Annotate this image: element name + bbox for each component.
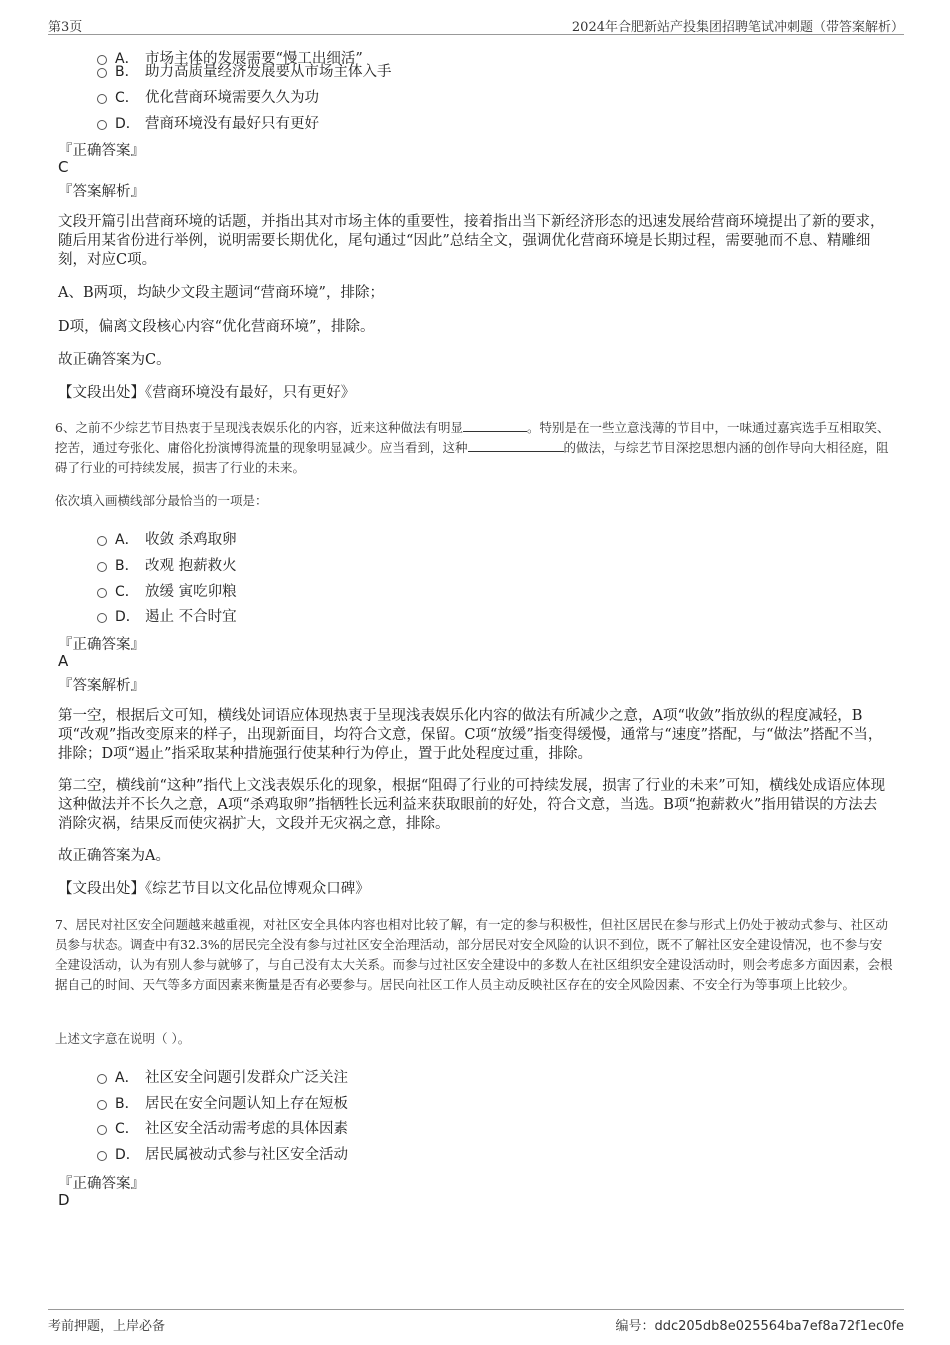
q5-analysis-paragraph: D项，偏离文段核心内容“优化营商环境”，排除。 xyxy=(58,319,375,335)
radio-icon[interactable] xyxy=(97,562,107,572)
q6-option-b[interactable]: B． 改观 抱薪救火 xyxy=(97,554,237,574)
q6-option-a[interactable]: A． 收敛 杀鸡取卵 xyxy=(97,528,237,548)
q7-answer: D xyxy=(58,1191,70,1209)
q5-option-a[interactable]: A． 市场主体的发展需要“慢工出细活” xyxy=(97,47,363,67)
q6-analysis-paragraph: 第二空，横线前“这种”指代上文浅表娱乐化的现象，根据“阻碍了行业的可持续发展，损害了行业的未来”可知，横线处成语应体现这种做法并不长久之意，A项“杀鸡取卵”指牺牲长远利益来获取眼前的好处，符合文意，当选。B项“抱薪救火”指用错误的方法去消除灾祸，结果反而使灾祸扩大，文段并无灾祸之意，排除。 xyxy=(58,778,886,832)
q6-source: 【文段出处】《综艺节目以文化品位博观众口碑》 xyxy=(58,881,370,897)
q5-answer-label: 『正确答案』 xyxy=(58,143,145,159)
q5-answer: C xyxy=(58,158,69,176)
radio-icon[interactable] xyxy=(97,1074,107,1084)
q6-prompt: 依次填入画横线部分最恰当的一项是： xyxy=(55,493,268,508)
q5-option-d[interactable]: D． 营商环境没有最好只有更好 xyxy=(97,112,319,132)
radio-icon[interactable] xyxy=(97,94,107,104)
radio-icon[interactable] xyxy=(97,1100,107,1110)
q5-analysis-paragraph: A、B两项，均缺少文段主题词“营商环境”，排除； xyxy=(58,285,384,301)
q7-option-a[interactable]: A． 社区安全问题引发群众广泛关注 xyxy=(97,1066,348,1086)
q7-option-b[interactable]: B． 居民在安全问题认知上存在短板 xyxy=(97,1092,348,1112)
q5-analysis-label: 『答案解析』 xyxy=(58,184,145,200)
q6-analysis-paragraph: 第一空，根据后文可知，横线处词语应体现热衷于呈现浅表娱乐化内容的做法有所减少之意，A项“收敛”指放纵的程度减轻，B项“改观”指改变原来的样子，出现新面目，均符合文意，保留。C项“放缓”指变得缓慢，通常与“速度”搭配，与“做法”搭配不当，排除；D项“遏止”指采取某种措施强行使某种行为停止，置于此处程度过重，排除。 xyxy=(58,708,883,762)
q7-option-d[interactable]: D． 居民属被动式参与社区安全活动 xyxy=(97,1143,348,1163)
q6-answer-label: 『正确答案』 xyxy=(58,637,145,653)
q6-analysis-label: 『答案解析』 xyxy=(58,678,145,694)
q5-source: 【文段出处】《营商环境没有最好，只有更好》 xyxy=(58,385,356,401)
q7-answer-label: 『正确答案』 xyxy=(58,1176,145,1192)
q5-option-b[interactable]: B． 助力高质量经济发展要从市场主体入手 xyxy=(97,60,392,80)
radio-icon[interactable] xyxy=(97,120,107,130)
page-header xyxy=(48,14,904,35)
radio-icon[interactable] xyxy=(97,588,107,598)
q5-option-c[interactable]: C． 优化营商环境需要久久为功 xyxy=(97,86,319,106)
q6-analysis-paragraph: 故正确答案为A。 xyxy=(58,848,170,864)
q7-stem: 7、居民对社区安全问题越来越重视，对社区安全具体内容也相对比较了解，有一定的参与积极性，但社区居民在参与形式上仍处于被动式参与、社区动员参与状态。调查中有32.3%的居民完全没有参与过社区安全治理活动，部分居民对安全风险的认识不到位，既不了解社区安全建设情况，也不参与安全建设活动，认为有别人参与就够了，与自己没有太大关系。而参与过社区安全建设中的多数人在社区组织安全建设活动时，则会考虑多方面因素，会根据自己的时间、天气等多方面因素来衡量是否有必要参与。居民向社区工作人员主动反映社区存在的安全风险因素、不安全行为等事项上比较少。 xyxy=(55,917,893,992)
q5-analysis-paragraph: 文段开篇引出营商环境的话题，并指出其对市场主体的重要性，接着指出当下新经济形态的迅速发展给营商环境提出了新的要求，随后用某省份进行举例，说明需要长期优化，尾句通过“因此”总结全文，强调优化营商环境是长期过程，需要驰而不息、精雕细刻，对应C项。 xyxy=(58,214,885,268)
q6-stem: 6、之前不少综艺节目热衷于呈现浅表娱乐化的内容，近来这种做法有明显 。特别是在一些立意浅薄的节目中，一味通过嘉宾选手互相取笑、挖苦，通过夸张化、庸俗化扮演博得流量的现象明显减少。应当看到，这种 的做法，与综艺节目深挖思想内涵的创作导向大相径庭，阻碍了行业的可持续发展，损害了行业的未来。 xyxy=(55,420,890,475)
radio-icon[interactable] xyxy=(97,1151,107,1161)
radio-icon[interactable] xyxy=(97,1125,107,1135)
q6-option-d[interactable]: D． 遏止 不合时宜 xyxy=(97,605,237,625)
q6-answer: A xyxy=(58,652,69,670)
document-title: 2024年合肥新站产投集团招聘笔试冲刺题（带答案解析） xyxy=(571,20,904,35)
radio-icon[interactable] xyxy=(97,536,107,546)
blank-1 xyxy=(463,419,527,432)
radio-icon[interactable] xyxy=(97,68,107,78)
document-id: 编号：ddc205db8e025564ba7ef8a72f1ec0fe xyxy=(615,1319,904,1334)
q7-prompt: 上述文字意在说明（ ）。 xyxy=(55,1031,191,1046)
q5-analysis-paragraph: 故正确答案为C。 xyxy=(58,352,171,368)
q7-option-c[interactable]: C． 社区安全活动需考虑的具体因素 xyxy=(97,1117,348,1137)
footer-slogan: 考前押题，上岸必备 xyxy=(48,1319,166,1334)
page-number: 第3页 xyxy=(48,20,83,35)
radio-icon[interactable] xyxy=(97,613,107,623)
blank-2 xyxy=(468,439,564,452)
page-footer xyxy=(48,1309,904,1334)
q6-option-c[interactable]: C． 放缓 寅吃卯粮 xyxy=(97,580,237,600)
